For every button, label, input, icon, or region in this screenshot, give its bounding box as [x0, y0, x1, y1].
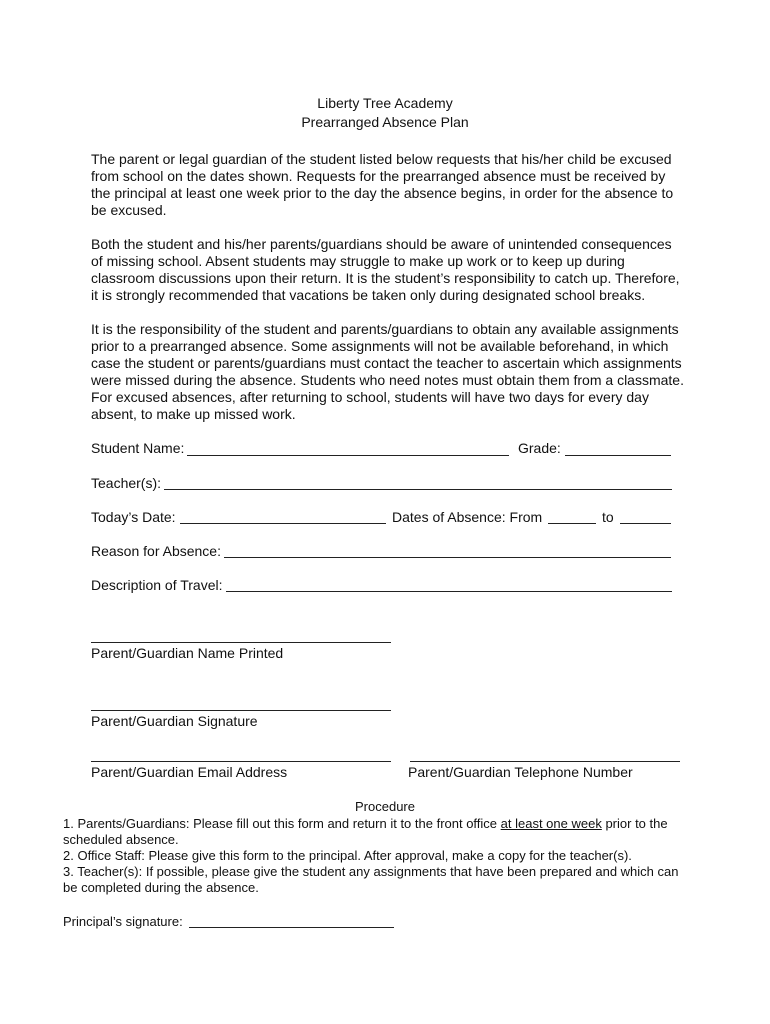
- teachers-field[interactable]: [164, 489, 672, 490]
- grade-label: Grade:: [518, 440, 561, 456]
- signature-line[interactable]: [91, 710, 391, 711]
- paragraph-line: from school on the dates shown. Requests for the prearranged absence must be received by: [91, 168, 666, 185]
- procedure-step-1-cont: scheduled absence.: [63, 832, 179, 847]
- paragraph-line: absent, to make up missed work.: [91, 406, 296, 423]
- email-label: Parent/Guardian Email Address: [91, 764, 288, 780]
- signature-label: Parent/Guardian Signature: [91, 713, 258, 729]
- to-label: to: [602, 509, 614, 525]
- reason-label: Reason for Absence:: [91, 543, 221, 559]
- travel-label: Description of Travel:: [91, 577, 223, 593]
- teachers-label: Teacher(s):: [91, 475, 162, 491]
- paragraph-line: Both the student and his/her parents/guardians should be aware of unintended consequences: [91, 236, 672, 252]
- procedure-step-2: 2. Office Staff: Please give this form to the principal. After approval, make a copy for the teacher(s).: [63, 848, 632, 863]
- procedure-step-3: 3. Teacher(s): If possible, please give the student any assignments that have been prepared and which can: [63, 864, 679, 879]
- form-title: Prearranged Absence Plan: [301, 114, 469, 130]
- email-line[interactable]: [91, 761, 391, 762]
- paragraph-line: prior to a prearranged absence. Some assignments will not be available beforehand, in which: [91, 338, 669, 355]
- paragraph-line: It is the responsibility of the student and parents/guardians to obtain any available assignments: [91, 321, 679, 337]
- paragraph-line: the principal at least one week prior to the day the absence begins, in order for the absence to: [91, 185, 674, 202]
- travel-field[interactable]: [226, 591, 672, 592]
- procedure-heading: Procedure: [355, 799, 415, 814]
- paragraph-line: classroom discussions upon their return. It is the student’s responsibility to catch up. Therefore,: [91, 270, 680, 287]
- student-name-field[interactable]: [187, 455, 509, 456]
- todays-date-field[interactable]: [180, 523, 386, 524]
- paragraph-line: it is strongly recommended that vacations be taken only during designated school breaks.: [91, 287, 646, 304]
- paragraph-line: case the student or parents/guardians must contact the teacher to ascertain which assignments: [91, 355, 682, 372]
- todays-date-label: Today’s Date:: [91, 509, 176, 525]
- dates-of-absence-label: Dates of Absence: From: [392, 509, 543, 525]
- student-name-label: Student Name:: [91, 440, 185, 456]
- principal-signature-field[interactable]: [189, 927, 394, 928]
- paragraph-line: The parent or legal guardian of the student listed below requests that his/her child be excused: [91, 151, 672, 167]
- name-printed-label: Parent/Guardian Name Printed: [91, 645, 284, 661]
- procedure-text: 1. Parents/Guardians: Please fill out this form and return it to the front office: [63, 816, 501, 831]
- name-printed-line[interactable]: [91, 642, 391, 643]
- principal-signature-label: Principal’s signature:: [63, 914, 183, 929]
- grade-field[interactable]: [565, 455, 671, 456]
- paragraph-line: be excused.: [91, 202, 167, 219]
- paragraph-line: were missed during the absence. Students who need notes must obtain them from a classmate.: [91, 372, 684, 389]
- absence-to-field[interactable]: [620, 523, 671, 524]
- telephone-line[interactable]: [410, 761, 680, 762]
- responsibility-paragraph: [91, 321, 691, 424]
- paragraph-line: of missing school. Absent students may struggle to make up work or to keep up during: [91, 253, 625, 270]
- consequences-paragraph: [91, 236, 691, 304]
- reason-field[interactable]: [224, 557, 671, 558]
- procedure-emphasis: at least one week: [500, 816, 602, 831]
- intro-paragraph: [91, 151, 691, 219]
- school-name: Liberty Tree Academy: [317, 95, 453, 111]
- procedure-text: prior to the: [601, 816, 668, 831]
- procedure-step-3-cont: be completed during the absence.: [63, 880, 259, 895]
- telephone-label: Parent/Guardian Telephone Number: [408, 764, 633, 780]
- paragraph-line: For excused absences, after returning to school, students will have two days for every day: [91, 389, 649, 406]
- absence-from-field[interactable]: [548, 523, 596, 524]
- procedure-step-1: [63, 816, 668, 831]
